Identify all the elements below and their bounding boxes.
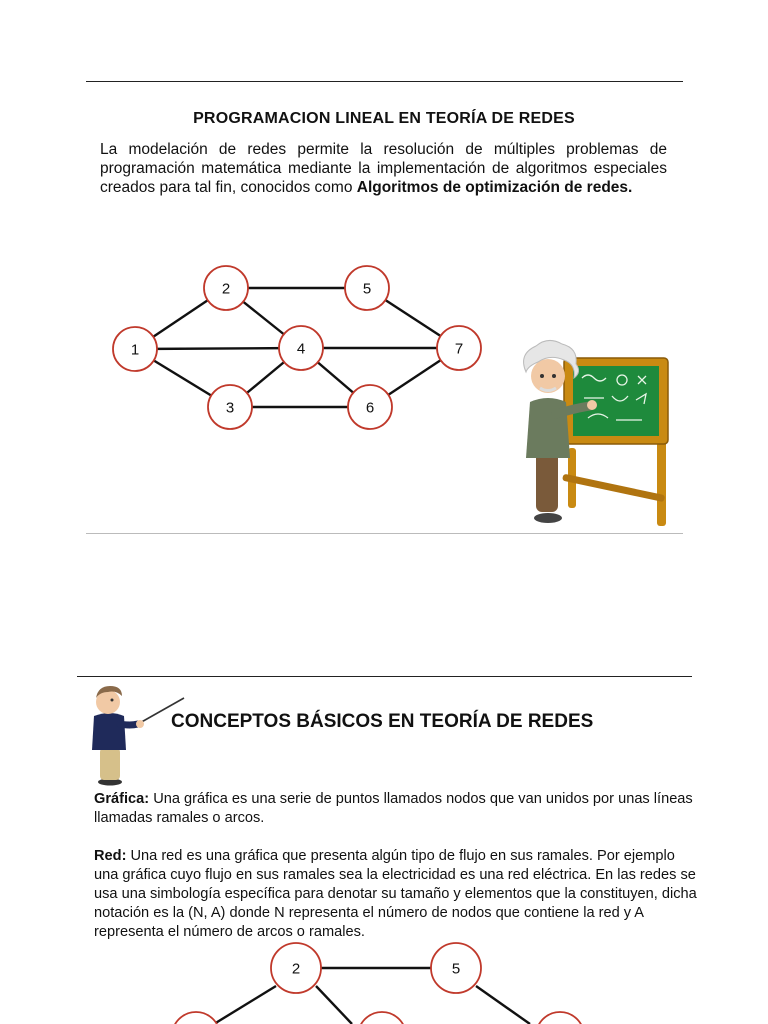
graph-node-5 bbox=[431, 943, 481, 993]
svg-text:7: 7 bbox=[454, 340, 464, 358]
grafica-term: Gráfica: bbox=[94, 791, 150, 807]
section1-paragraph-text: La modelación de redes permite la resolución de múltiples problemas de programación matemática mediante la implementación de algoritmos especiales creados para tal fin, conocidos como bbox=[100, 141, 667, 196]
graph-node-2 bbox=[271, 943, 321, 993]
graph2-partial-node-1 bbox=[172, 1012, 220, 1024]
svg-text:2: 2 bbox=[221, 280, 231, 298]
svg-text:5: 5 bbox=[362, 280, 372, 298]
graph2-partial-edge-3 bbox=[476, 986, 530, 1024]
svg-text:3: 3 bbox=[225, 399, 235, 417]
section1-paragraph-bold: Algoritmos de optimización de redes. bbox=[356, 179, 633, 196]
graph2-partial-edge-1 bbox=[214, 986, 276, 1024]
grafica-text: Una gráfica es una serie de puntos llamados nodos que van unidos por unas líneas llamadas ramales o arcos. bbox=[94, 791, 693, 826]
red-text: Una red es una gráfica que presenta algún tipo de flujo en sus ramales. Por ejemplo una gráfica cuyo flujo en sus ramales sea la electricidad es una red eléctrica. En las redes se usa una simbología específica para denotar su tamaño y elementos que la constituyen, dicha notación es la (N, A) donde N representa el número de nodos que contiene la red y A representa el número de arcos o ramales. bbox=[94, 848, 697, 940]
svg-text:4: 4 bbox=[296, 340, 306, 358]
svg-text:5: 5 bbox=[451, 960, 461, 978]
red-term: Red: bbox=[94, 848, 127, 864]
graph2-partial-node-2 bbox=[358, 1012, 406, 1024]
svg-text:2: 2 bbox=[291, 960, 301, 978]
section1-title: PROGRAMACION LINEAL EN TEORÍA DE REDES bbox=[193, 110, 575, 127]
svg-text:1: 1 bbox=[130, 341, 140, 359]
svg-text:6: 6 bbox=[365, 399, 375, 417]
graph2-partial-node-3 bbox=[536, 1012, 584, 1024]
graph2-partial-edge-2 bbox=[316, 986, 352, 1024]
section2-title: CONCEPTOS BÁSICOS EN TEORÍA DE REDES bbox=[171, 711, 594, 732]
